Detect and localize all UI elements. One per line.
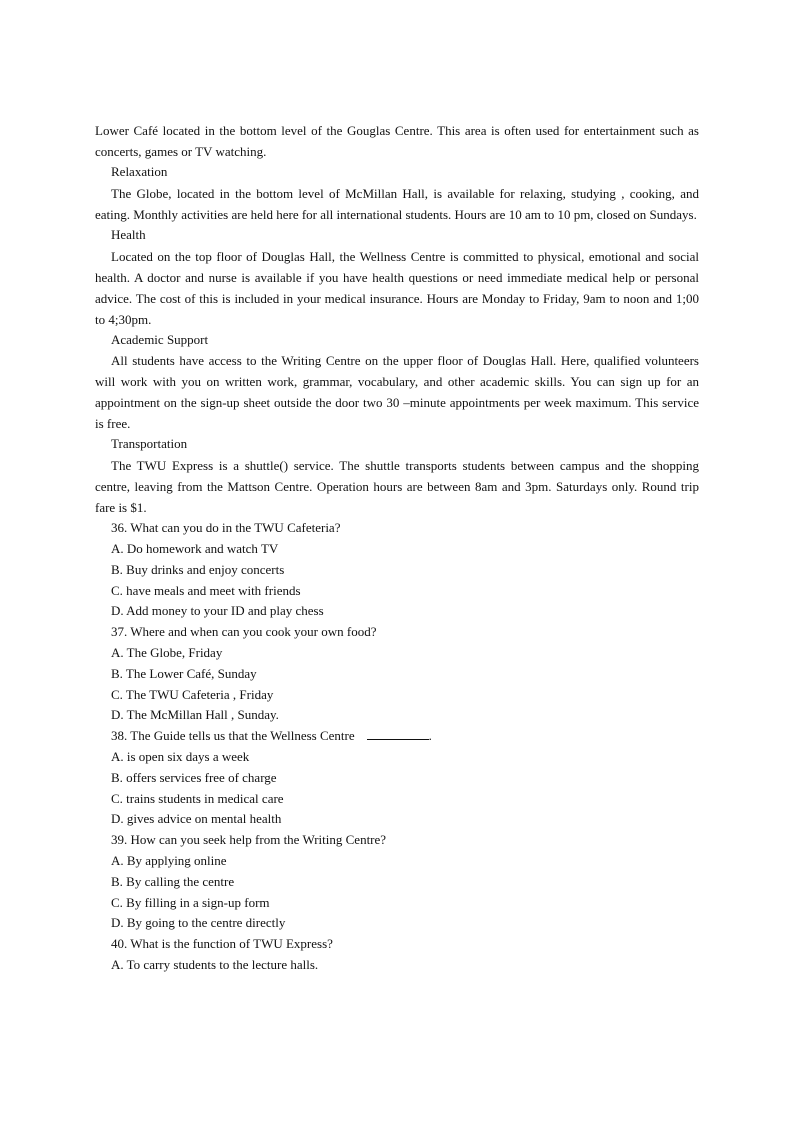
option-d: D. The McMillan Hall , Sunday. [111, 707, 279, 723]
option-a: A. The Globe, Friday [111, 644, 223, 660]
question-stem: 38. The Guide tells us that the Wellness Centre [111, 728, 355, 744]
option-b: B. The Lower Café, Sunday [111, 665, 257, 681]
question-40 [95, 934, 699, 976]
passage-intro: Lower Café located in the bottom level of the Gouglas Centre. This area is often used for entertainment such as concerts, games or TV watching. [95, 123, 699, 159]
option-b: B. By calling the centre [111, 873, 235, 889]
option-a: A. is open six days a week [111, 748, 250, 764]
option-d: D. Add money to your ID and play chess [111, 603, 324, 619]
question-37 [95, 622, 699, 726]
option-c: C. have meals and meet with friends [111, 582, 301, 598]
option-b: B. Buy drinks and enjoy concerts [111, 561, 285, 577]
section-heading: Transportation [111, 436, 188, 452]
question-stem: 39. How can you seek help from the Writing Centre? [111, 832, 387, 848]
section-heading: Relaxation [111, 164, 168, 179]
section-heading: Health [111, 226, 146, 242]
question-38 [95, 726, 699, 830]
section-academic-support [95, 330, 699, 435]
option-a: A. By applying online [111, 852, 227, 868]
option-a: A. To carry students to the lecture halls. [111, 956, 319, 972]
section-relaxation [95, 162, 699, 225]
question-stem: 36. What can you do in the TWU Cafeteria? [111, 520, 341, 536]
section-text: The TWU Express is a shuttle() service. The shuttle transports students between campus and the shopping centre, leaving from the Mattson Centre. Operation hours are between 8am and 3pm. Saturdays only. Round trip fare is $1. [95, 458, 699, 516]
section-health [95, 225, 699, 330]
option-d: D. By going to the centre directly [111, 915, 286, 931]
option-b: B. offers services free of charge [111, 769, 277, 785]
stem-period: . [428, 728, 432, 744]
option-c: C. trains students in medical care [111, 790, 284, 806]
option-c: C. The TWU Cafeteria , Friday [111, 686, 274, 702]
document-page [95, 120, 699, 976]
section-text: The Globe, located in the bottom level of McMillan Hall, is available for relaxing, studying , cooking, and eating. Monthly activities are held here for all international students. Hours are 10 am to 10 pm, closed on Sundays. [95, 185, 699, 222]
question-stem-line [95, 726, 699, 747]
answer-blank [367, 728, 429, 740]
section-text: Located on the top floor of Douglas Hall, the Wellness Centre is committed to physical, emotional and social health. A doctor and nurse is available if you have health questions or need immediate medical help or personal advice. The cost of this is included in your medical insurance. Hours are Monday to Friday, 9am to noon and 1;00 to 4;30pm. [95, 248, 699, 327]
option-c: C. By filling in a sign-up form [111, 894, 270, 910]
option-d: D. gives advice on mental health [111, 811, 282, 827]
option-a: A. Do homework and watch TV [111, 540, 279, 556]
question-stem: 40. What is the function of TWU Express? [111, 936, 333, 952]
question-36 [95, 518, 699, 622]
section-heading: Academic Support [111, 331, 209, 347]
section-text: All students have access to the Writing Centre on the upper floor of Douglas Hall. Here, qualified volunteers will work with you on written work, grammar, vocabulary, and other academic skills. You can sign up for an appointment on the sign-up sheet outside the door two 30 –minute appointments per week maximum. This service is free. [95, 353, 699, 432]
question-39 [95, 830, 699, 934]
question-stem: 37. Where and when can you cook your own food? [111, 624, 377, 640]
section-transportation [95, 434, 699, 518]
